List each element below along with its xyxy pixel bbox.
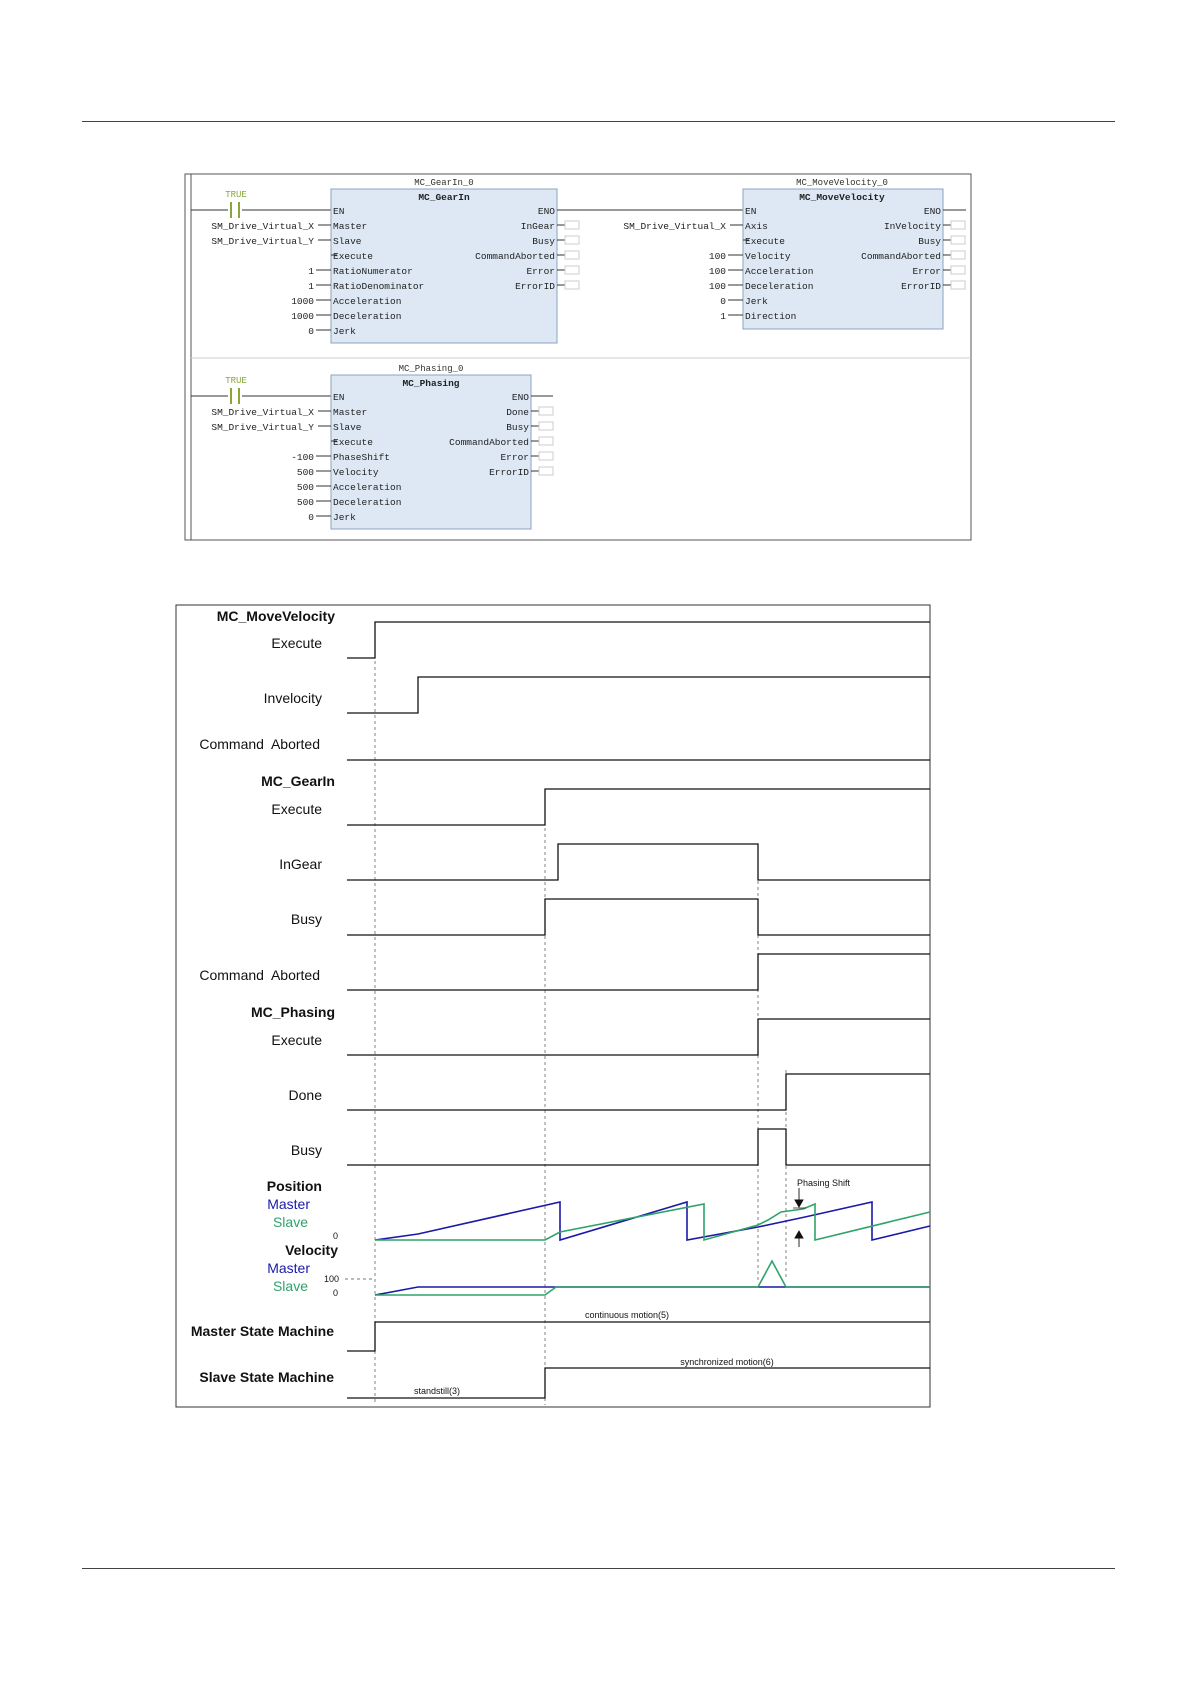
gearin-slave-var: SM_Drive_Virtual_Y [211, 236, 314, 247]
wave-slave-state [347, 1368, 930, 1398]
gearin-deceleration-value: 1000 [291, 311, 314, 322]
gearin-ratiodenominator-value: 1 [308, 281, 314, 292]
gearin-out-commandaborted: CommandAborted [475, 251, 555, 262]
movevelocity-acceleration-value: 100 [708, 266, 726, 277]
group-label-velocity: Velocity [285, 1242, 338, 1258]
signal-label-gi-ingear: InGear [279, 856, 322, 872]
phasing-out-eno: ENO [511, 392, 529, 403]
movevelocity-out-errorid: ErrorID [901, 281, 941, 292]
signal-label-mv-execute: Execute [271, 635, 322, 651]
gearin-master-var: SM_Drive_Virtual_X [211, 221, 314, 232]
gearin-out-eno: ENO [537, 206, 555, 217]
state-label-slave: Slave State Machine [199, 1369, 334, 1385]
movevelocity-jerk-value: 0 [720, 296, 726, 307]
phasing-pin-execute: Execute [333, 437, 373, 448]
movevelocity-instance-name: MC_MoveVelocity_0 [796, 178, 888, 188]
phasing-deceleration-value: 500 [296, 497, 314, 508]
phasing-pin-deceleration: Deceleration [333, 497, 402, 508]
phasing-phaseshift-value: -100 [291, 452, 314, 463]
wave-ph-done [347, 1074, 930, 1110]
wave-gi-aborted [347, 954, 930, 990]
phasing-shift-marker [793, 1188, 806, 1247]
gearin-rationumerator-value: 1 [308, 266, 314, 277]
gearin-pin-execute: Execute [333, 251, 373, 262]
wave-ph-busy [347, 1129, 930, 1165]
phasing-type-name: MC_Phasing [402, 378, 460, 389]
gearin-pin-master: Master [333, 221, 368, 232]
wave-gi-ingear [347, 844, 930, 880]
group-label-movevelocity: MC_MoveVelocity [216, 608, 335, 624]
group-label-gearin: MC_GearIn [261, 773, 335, 789]
velocity-slave-curve [375, 1261, 930, 1295]
movevelocity-direction-value: 1 [720, 311, 726, 322]
gearin-pin-en: EN [333, 206, 345, 217]
gearin-out-ingear: InGear [520, 221, 555, 232]
movevelocity-out-busy: Busy [918, 236, 941, 247]
movevelocity-pin-acceleration: Acceleration [745, 266, 814, 277]
wave-ph-execute [347, 1019, 930, 1055]
movevelocity-pin-velocity: Velocity [745, 251, 791, 262]
gearin-pin-ratiodenominator: RatioDenominator [333, 281, 425, 292]
signal-label-gi-aborted: Command Aborted [199, 967, 320, 983]
phasing-shift-label: Phasing Shift [797, 1178, 851, 1188]
movevelocity-pin-axis: Axis [745, 221, 768, 232]
master-state-continuous-label: continuous motion(5) [584, 1310, 670, 1320]
phasing-pin-en: EN [333, 392, 345, 403]
movevelocity-pin-jerk: Jerk [745, 296, 768, 307]
signal-label-gi-busy: Busy [290, 911, 322, 927]
movevelocity-type-name: MC_MoveVelocity [799, 192, 885, 203]
gearin-true-label: TRUE [225, 190, 247, 200]
gearin-acceleration-value: 1000 [291, 296, 314, 307]
velocity-tick-zero: 0 [332, 1288, 338, 1298]
movevelocity-pin-direction: Direction [745, 311, 797, 322]
phasing-master-var: SM_Drive_Virtual_X [211, 407, 314, 418]
fbd-diagram [0, 0, 1191, 560]
phasing-pin-master: Master [333, 407, 368, 418]
phasing-out-error: Error [500, 452, 529, 463]
wave-mv-execute [347, 622, 930, 658]
gearin-out-error: Error [526, 266, 555, 277]
gearin-contact-icon [228, 202, 242, 218]
phasing-out-commandaborted: CommandAborted [449, 437, 529, 448]
phasing-pin-acceleration: Acceleration [333, 482, 402, 493]
phasing-jerk-value: 0 [308, 512, 314, 523]
legend-position-slave: Slave [272, 1214, 308, 1230]
group-label-phasing: MC_Phasing [250, 1004, 335, 1020]
movevelocity-out-invelocity: InVelocity [883, 221, 941, 232]
signal-label-mv-invelocity: Invelocity [263, 690, 322, 706]
movevelocity-out-eno: ENO [923, 206, 941, 217]
position-slave-curve [375, 1204, 930, 1240]
phasing-out-errorid: ErrorID [489, 467, 529, 478]
phasing-slave-var: SM_Drive_Virtual_Y [211, 422, 314, 433]
slave-state-synchronized-label: synchronized motion(6) [680, 1357, 774, 1367]
gearin-pin-slave: Slave [333, 236, 362, 247]
phasing-out-done: Done [506, 407, 529, 418]
group-label-position: Position [266, 1178, 322, 1194]
footer-rule [82, 1568, 1115, 1569]
movevelocity-out-commandaborted: CommandAborted [861, 251, 941, 262]
movevelocity-pin-execute: Execute [745, 236, 785, 247]
signal-label-ph-busy: Busy [290, 1142, 322, 1158]
phasing-out-busy: Busy [506, 422, 529, 433]
phasing-acceleration-value: 500 [296, 482, 314, 493]
gearin-pin-jerk: Jerk [333, 326, 356, 337]
phasing-pin-slave: Slave [333, 422, 362, 433]
movevelocity-pin-deceleration: Deceleration [745, 281, 814, 292]
gearin-jerk-value: 0 [308, 326, 314, 337]
velocity-tick-hundred: 100 [323, 1274, 339, 1284]
phasing-pin-velocity: Velocity [333, 467, 379, 478]
gearin-pin-deceleration: Deceleration [333, 311, 402, 322]
legend-position-master: Master [267, 1196, 310, 1212]
gearin-out-busy: Busy [532, 236, 555, 247]
velocity-master-curve [375, 1287, 930, 1295]
gearin-out-errorid: ErrorID [515, 281, 555, 292]
movevelocity-axis-var: SM_Drive_Virtual_X [623, 221, 726, 232]
timing-frame [176, 605, 930, 1407]
signal-label-ph-execute: Execute [271, 1032, 322, 1048]
position-tick-zero: 0 [332, 1231, 338, 1241]
signal-label-gi-execute: Execute [271, 801, 322, 817]
wave-gi-execute [347, 789, 930, 825]
phasing-contact-icon [228, 388, 242, 404]
gearin-type-name: MC_GearIn [418, 192, 470, 203]
movevelocity-out-error: Error [912, 266, 941, 277]
wave-master-state [347, 1322, 930, 1351]
position-master-curve [375, 1202, 930, 1240]
gearin-instance-name: MC_GearIn_0 [414, 178, 474, 188]
legend-velocity-master: Master [267, 1260, 310, 1276]
phasing-instance-name: MC_Phasing_0 [398, 364, 464, 374]
gearin-pin-acceleration: Acceleration [333, 296, 402, 307]
movevelocity-pin-en: EN [745, 206, 757, 217]
gearin-pin-rationumerator: RatioNumerator [333, 266, 413, 277]
movevelocity-velocity-value: 100 [708, 251, 726, 262]
signal-label-ph-done: Done [288, 1087, 322, 1103]
signal-label-mv-aborted: Command Aborted [199, 736, 320, 752]
slave-state-standstill-label: standstill(3) [413, 1386, 461, 1396]
wave-mv-invelocity [347, 677, 930, 713]
phasing-velocity-value: 500 [296, 467, 314, 478]
legend-velocity-slave: Slave [272, 1278, 308, 1294]
event-markers [345, 655, 786, 1405]
phasing-pin-phaseshift: PhaseShift [333, 452, 391, 463]
phasing-pin-jerk: Jerk [333, 512, 356, 523]
movevelocity-deceleration-value: 100 [708, 281, 726, 292]
phasing-true-label: TRUE [225, 376, 247, 386]
wave-gi-busy [347, 899, 930, 935]
state-label-master: Master State Machine [190, 1323, 334, 1339]
